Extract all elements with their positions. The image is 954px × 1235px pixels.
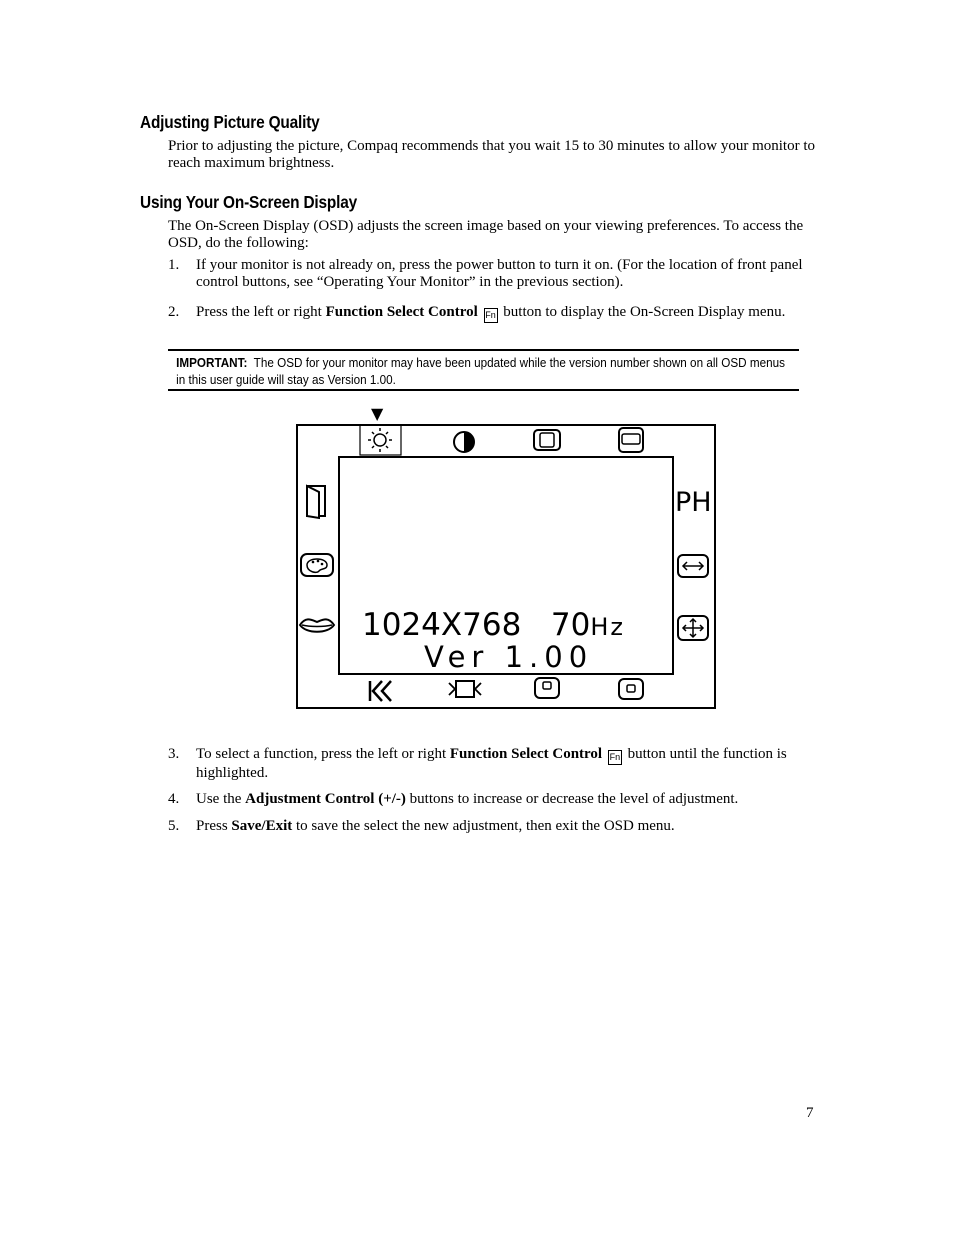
brightness-icon bbox=[359, 424, 402, 456]
osd-refresh-unit: Hz bbox=[590, 613, 625, 641]
ph-icon: PH bbox=[675, 487, 712, 518]
step-number: 2. bbox=[168, 304, 180, 320]
step-text: Press Save/Exit to save the select the new adjustment, then exit the OSD menu. bbox=[196, 818, 675, 834]
h-position-icon bbox=[676, 553, 710, 579]
palette-icon bbox=[299, 552, 335, 578]
important-text: The OSD for your monitor may have been updated while the version number shown on all OSD menus in this user guide will stay as Version 1.00. bbox=[176, 355, 786, 387]
knob-icon-1 bbox=[533, 676, 561, 700]
h-size-icon bbox=[532, 428, 562, 452]
adjustment-control-label: Adjustment Control (+/-) bbox=[245, 791, 406, 807]
page-number: 7 bbox=[806, 1105, 814, 1121]
important-label: IMPORTANT: bbox=[176, 355, 248, 370]
step-number: 5. bbox=[168, 818, 180, 834]
contrast-icon bbox=[452, 430, 476, 454]
section-heading-osd: Using Your On-Screen Display bbox=[140, 192, 358, 212]
osd-resolution-value: 1024X768 bbox=[362, 607, 522, 643]
step-text: Use the Adjustment Control (+/-) buttons to increase or decrease the level of adjustment. bbox=[196, 791, 739, 807]
osd-paragraph: The On-Screen Display (OSD) adjusts the screen image based on your viewing preferences. To access the OSD, do the following: bbox=[168, 218, 804, 251]
step-number: 4. bbox=[168, 791, 180, 807]
reset-icon bbox=[366, 678, 396, 704]
fn-button-icon: Fn bbox=[484, 308, 498, 323]
save-exit-label: Save/Exit bbox=[231, 818, 293, 834]
degauss-icon bbox=[447, 678, 483, 700]
step-number: 1. bbox=[168, 257, 180, 273]
position-icon bbox=[676, 614, 710, 642]
osd-refresh-value: 70 bbox=[550, 607, 591, 643]
section-heading-adjusting: Adjusting Picture Quality bbox=[140, 112, 320, 132]
fn-button-icon: Fn bbox=[608, 750, 622, 765]
v-size-icon bbox=[617, 426, 645, 454]
lips-icon bbox=[298, 612, 336, 638]
adjusting-paragraph: Prior to adjusting the picture, Compaq recommends that you wait 15 to 30 minutes to allow your monitor to reach maximum brightness. bbox=[168, 138, 815, 171]
step-text: To select a function, press the left or right Function Select Control Fn button until the function is highlighted. bbox=[196, 746, 787, 781]
step-number: 3. bbox=[168, 746, 180, 762]
selected-indicator-icon: ▼ bbox=[371, 404, 384, 423]
important-note bbox=[168, 349, 799, 391]
function-select-control-label: Function Select Control bbox=[325, 304, 478, 320]
step-text: Press the left or right Function Select Control Fn button to display the On-Screen Display menu. bbox=[196, 304, 816, 323]
exit-door-icon bbox=[305, 484, 329, 520]
step-text: If your monitor is not already on, press the power button to turn it on. (For the location of front panel control buttons, see “Operating Your Monitor” in the previous section). bbox=[196, 257, 803, 290]
knob-icon-2 bbox=[617, 677, 645, 701]
osd-version: Ver 1.00 bbox=[424, 640, 594, 674]
function-select-control-label: Function Select Control bbox=[449, 746, 603, 762]
